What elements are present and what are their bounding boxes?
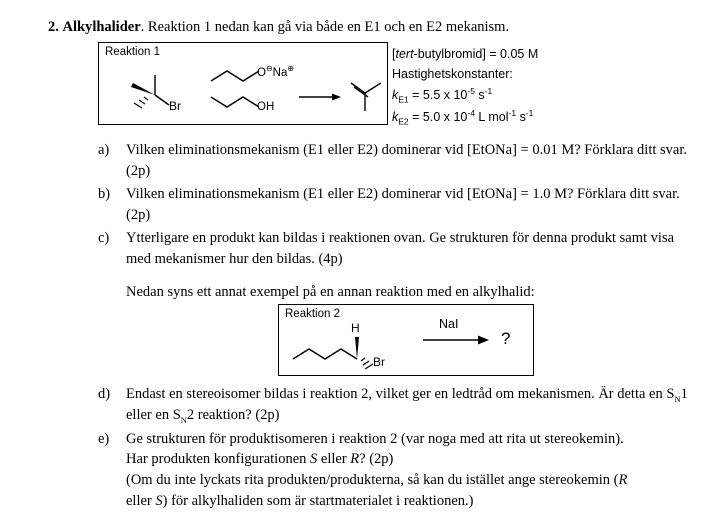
reagent-ethanol-label: OH: [257, 101, 275, 113]
substrate-structure-icon: [117, 69, 209, 121]
substrate-br-label: Br: [169, 99, 181, 113]
question-text: Vilken eliminationsmekanism (E1 eller E2) dominerar vid [EtONa] = 1.0 M? Förklara ditt svar. (2p): [126, 186, 680, 223]
question-letter: e): [98, 430, 110, 447]
title-keyword: Alkylhalider: [62, 19, 141, 35]
question-text: Ytterligare en produkt kan bildas i reaktionen ovan. Ge strukturen för denna produkt samt visa med mekanismer hur den bildas. (4p): [126, 230, 675, 267]
reaction-2-arrow-icon: [423, 333, 491, 347]
question-item-d: [98, 384, 698, 426]
product-structure-icon: [343, 73, 385, 113]
question-letter: b): [98, 186, 111, 203]
reaction-arrow-icon: [299, 89, 341, 99]
concentration-line: [tert-butylbromid] = 0.05 M: [392, 47, 539, 61]
reagent-ethoxide-label: O⊖Na⊕: [257, 64, 295, 79]
rate-constants-header: Hastighetskonstanter:: [392, 67, 513, 82]
rate-constant-e2: $k_{E2} = 5.0$ x $10^{-4}$ L mol$^{-1}$ $s^{-1}$: [392, 107, 534, 127]
reagent-ethanol-icon: [207, 87, 303, 121]
rate-constant-e1: $k_{E1} = 5.5$ x $10^{-5}$ $s^{-1}$: [392, 85, 493, 105]
question-item-c: [98, 228, 688, 269]
reaction-2-label: Reaktion 2: [285, 308, 340, 320]
title-number: 2.: [48, 19, 59, 35]
question-item-a: [98, 140, 688, 181]
reaction-1-scheme: [98, 42, 388, 125]
question-letter: d): [98, 386, 111, 402]
reaction-2-reagent-label: NaI: [439, 317, 459, 331]
reaction-2-br-label: Br: [373, 355, 385, 369]
kinetics-block: [392, 44, 538, 129]
reaction-2-product-placeholder: ?: [501, 329, 511, 348]
reaction-1-label: Reaktion 1: [105, 46, 160, 58]
questions-top-list: [98, 140, 688, 272]
question-text: Endast en stereoisomer bildas i reaktion 2, vilket ger en ledtråd om mekanismen. Är detta en $S_N1$ eller en $S_N2$ reaktion? (2p): [126, 386, 688, 425]
reaction-2-h-label: H: [351, 321, 360, 335]
question-text: Vilken eliminationsmekanism (E1 eller E2) dominerar vid [EtONa] = 0.01 M? Förklara ditt svar. (2p): [126, 142, 687, 179]
reaction-2-substrate-icon: [289, 321, 411, 373]
reagent-ethoxide-icon: [207, 55, 303, 89]
page-title: [48, 18, 509, 37]
question-letter: c): [98, 230, 110, 247]
questions-bottom-list: [98, 384, 698, 514]
question-text: Ge strukturen för produktisomeren i reaktion 2 (var noga med att rita ut stereokemin). Har produkten konfigurationen S eller R? (2p) (Om du inte lyckats rita produkten/produkterna, så kan du istället ange stereokemin (R eller S) för alkylhaliden som är startmaterialet i reaktionen.): [126, 430, 628, 509]
reaction-2-scheme: [278, 304, 534, 376]
question-letter: a): [98, 142, 110, 158]
middle-note: Nedan syns ett annat exempel på en annan reaktion med en alkylhalid:: [126, 284, 535, 300]
question-item-e: [98, 429, 698, 511]
title-rest: . Reaktion 1 nedan kan gå via både en E1 och en E2 mekanism.: [140, 19, 510, 35]
question-item-b: [98, 184, 688, 225]
